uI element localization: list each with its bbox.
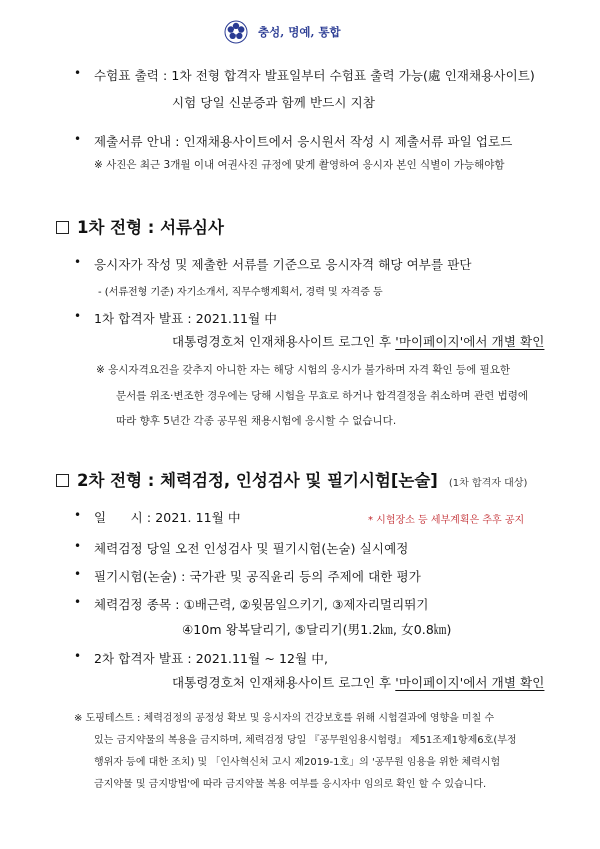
stage1-heading [56, 214, 224, 238]
doping-line1: ※ 도핑테스트 : 체력검정의 공정성 확보 및 응시자의 건강보호를 위해 시험결과에 영향을 미칠 수 [74, 713, 495, 724]
stage1-title: 1차 전형 : 서류심사 [77, 218, 224, 237]
stage1-warn1: ※ 응시자격요건을 갖추지 아니한 자는 해당 시험의 응시가 불가하며 자격 확인 등에 필요한 [96, 364, 510, 376]
bullet: • [74, 539, 82, 553]
stage2-date-note: * 시험장소 등 세부계획은 추후 공지 [368, 515, 525, 526]
stage1-item2: 1차 합격자 발표 : 2021.11월 中 [94, 311, 277, 326]
bullet: • [74, 567, 82, 581]
stage1-warn2: 문서를 위조·변조한 경우에는 당해 시험을 무효로 하거나 합격결정을 취소하며 관련 법령에 [116, 390, 529, 402]
submission-note: ※ 사진은 최근 3개월 이내 여권사진 규정에 맞게 촬영하여 응시자 본인 식별이 가능해야함 [94, 159, 505, 171]
stage1-item2b-prefix: 대통령경호처 인재채용사이트 로그인 후 [172, 334, 392, 349]
stage2-title: 2차 전형 : 체력검정, 인성검사 및 필기시험[논술] [77, 471, 438, 490]
bullet: • [74, 255, 82, 269]
mypage-link: '마이페이지'에서 개별 확인 [395, 334, 545, 349]
bullet: • [74, 309, 82, 323]
stage1-item2b [172, 332, 544, 350]
bullet: • [74, 508, 82, 522]
stage2-item5b [172, 673, 544, 691]
bullet: • [74, 595, 82, 609]
doping-line4: 금지약물 및 금지방법'에 따라 금지약물 복용 여부를 응시자中 임의로 확인 할 수 있습니다. [94, 779, 487, 790]
doping-line3: 행위자 등에 대한 조치) 및 「인사혁신처 고시 제2019-1호」의 '공무원 임용을 위한 체력시험 [94, 757, 501, 768]
emblem-icon [224, 20, 248, 44]
stage2-item5b-prefix: 대통령경호처 인재채용사이트 로그인 후 [172, 675, 392, 690]
checkbox-square-icon [56, 221, 69, 234]
stage2-item3: 필기시험(논술) : 국가관 및 공직윤리 등의 주제에 대한 평가 [94, 569, 421, 584]
stage2-item5: 2차 합격자 발표 : 2021.11월 ~ 12월 中, [94, 651, 329, 666]
admit-card-line1: 수험표 출력 : 1차 전형 합격자 발표일부터 수험표 출력 가능(處 인재채용사이트) [94, 68, 535, 83]
stage2-heading [56, 467, 527, 491]
doping-line2: 있는 금지약물의 복용을 금지하며, 체력검정 당일 『공무원임용시험령』 제51조제1항제6호(부정 [94, 735, 517, 746]
bullet: • [74, 132, 82, 146]
bullet: • [74, 649, 82, 663]
stage2-item2: 체력검정 당일 오전 인성검사 및 필기시험(논술) 실시예정 [94, 541, 409, 556]
stage2-date: 일 시 : 2021. 11월 中 [94, 510, 241, 525]
stage2-title-note: (1차 합격자 대상) [448, 478, 528, 489]
header-motto: 충성, 명예, 통합 [258, 25, 341, 39]
stage2-item4: 체력검정 종목 : ①배근력, ②윗몸일으키기, ③제자리멀리뛰기 [94, 597, 429, 612]
checkbox-square-icon [56, 474, 69, 487]
stage1-warn3: 따라 향후 5년간 각종 공무원 채용시험에 응시할 수 없습니다. [116, 415, 397, 427]
mypage-link: '마이페이지'에서 개별 확인 [395, 675, 545, 690]
stage1-sub1: - (서류전형 기준) 자기소개서, 직무수행계획서, 경력 및 자격증 등 [98, 287, 383, 298]
stage2-item4b: ④10m 왕복달리기, ⑤달리기(男1.2㎞, 女0.8㎞) [182, 622, 452, 637]
submission-line1: 제출서류 안내 : 인재채용사이트에서 응시원서 작성 시 제출서류 파일 업로드 [94, 134, 513, 149]
stage1-item1: 응시자가 작성 및 제출한 서류를 기준으로 응시자격 해당 여부를 판단 [94, 257, 472, 272]
admit-card-line2: 시험 당일 신분증과 함께 반드시 지참 [172, 95, 375, 110]
bullet: • [74, 66, 82, 80]
